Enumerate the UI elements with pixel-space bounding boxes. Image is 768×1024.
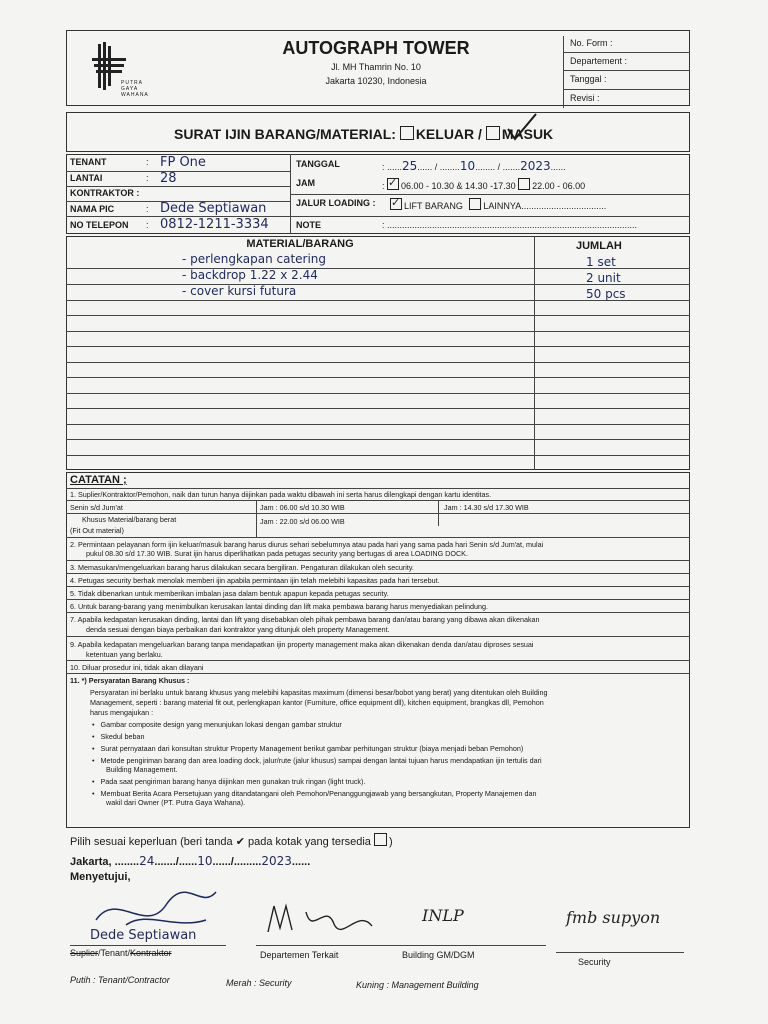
khusus-jam: Jam : 22.00 s/d 06.00 WIB <box>260 517 345 526</box>
note-11-p2: Management, seperti : barang material fit out, perlengkapan kantor (Furniture, office equipment dll), kitchen equipment, brangkas dll, Pemohon <box>90 698 544 707</box>
security-label: Security <box>578 957 611 967</box>
building-title: AUTOGRAPH TOWER <box>282 38 470 58</box>
senin-jam-2: Jam : 14.30 s/d 17.30 WIB <box>444 503 529 512</box>
departemen-label: Departemen Terkait <box>260 950 339 960</box>
keluar-checkbox[interactable] <box>400 126 414 140</box>
signing-date: Jakarta, ........24......./......10....../.........2023...... <box>70 854 311 868</box>
date-label: Tanggal : <box>570 74 607 84</box>
telepon-label: NO TELEPON <box>70 220 129 230</box>
copy-kuning: Kuning : Management Building <box>356 980 479 990</box>
khusus-label-1: Khusus Material/barang berat <box>82 515 177 524</box>
note-2b: pukul 08.30 s/d 17.30 WIB. Surat ijin harus diperlihatkan pada petugas security yang bertugas di area LOADING DOCK. <box>86 549 468 558</box>
requirement-item: • Pada saat pengiriman barang hanya diijinkan men gunakan truk ringan (light truck). <box>92 777 366 786</box>
requirement-item: • Metode pengiriman barang dan area loading dock, jalur/rute (jalur khusus) sampai dengan lantai tujuan harus mendapatkan ijin tertulis dari <box>92 756 542 765</box>
masuk-checkbox[interactable] <box>486 126 500 140</box>
address-line-2: Jakarta 10230, Indonesia <box>325 76 427 86</box>
catatan-title: CATATAN ; <box>70 474 127 486</box>
requirement-item-4b: Building Management. <box>106 765 178 774</box>
sign-date-year[interactable]: 2023 <box>261 854 292 868</box>
note-4: 4. Petugas security berhak menolak memberi ijin apabila permintaan ijin telah melebihi kapasitas pada hari tersebut. <box>70 576 440 585</box>
lift-barang-checkbox[interactable] <box>390 198 402 210</box>
note-9a: 9. Apabila kedapatan mengeluarkan barang tanpa mendapatkan ijin property management maka akan dikenakan denda dan/atau diproses sesuai <box>70 640 534 649</box>
sign-date-day[interactable]: 24 <box>139 854 155 868</box>
requirement-item: • Surat pernyataan dari konsultan struktur Property Management berikut gambar perhitungan struktur (biaya menjadi beban Pemohon) <box>92 744 524 753</box>
lainnya-label: LAINNYA <box>483 201 522 211</box>
logo-wordmark: PUTRA GAYA WAHANA <box>121 80 149 98</box>
lainnya-checkbox[interactable] <box>469 198 481 210</box>
note-label: NOTE <box>296 220 322 230</box>
note-field[interactable]: : .................................................................................................... <box>382 220 638 230</box>
material-row-2-item[interactable]: - backdrop 1.22 x 2.44 <box>182 268 318 282</box>
copy-merah: Merah : Security <box>226 978 292 988</box>
sample-checkbox <box>374 833 387 846</box>
material-row-2-qty[interactable]: 2 unit <box>586 271 621 285</box>
tanggal-field: : ......25...... / ........10........ / .......2023...... <box>382 159 566 173</box>
pic-value[interactable]: Dede Septiawan <box>160 201 267 216</box>
building-signature: INLP <box>422 906 464 925</box>
department-signature-icon <box>262 892 392 944</box>
jam-option2-label: 22.00 - 06.00 <box>532 181 586 191</box>
tenant-value[interactable]: FP One <box>160 155 206 170</box>
note-1: 1. Suplier/Kontraktor/Pemohon, naik dan turun hanya diijinkan pada waktu dibawah ini serta harus dilengkapi dengan kartu identitas. <box>70 490 492 499</box>
lantai-label: LANTAI <box>70 173 103 183</box>
material-row-1-qty[interactable]: 1 set <box>586 255 616 269</box>
note-11-p1: Persyaratan ini berlaku untuk barang khusus yang melebihi kapasitas maximum (dimensi besar/bobot yang berat) yang ditentukan oleh Building <box>90 688 548 697</box>
permit-form: PUTRA GAYA WAHANA AUTOGRAPH TOWER Jl. MH Thamrin No. 10 Jakarta 10230, Indonesia No. Form : Departement : Tanggal : Revisi : SURAT IJIN BARANG/MATERIAL: KELUAR / MASUK TENANT : FP One LANTAI : 28 KONTRAKTOR : NAMA PIC : Dede Septiawan NO TELEPON : 0812-1211-3334 TANGGAL : ......25...... / ........10........ / .......2023...... JAM : ✓06.00 - 10.30 & 14.30 -17.30 22.00 - 06.00 JALUR LOADING : ✓ LIFT BARANG LAINNYA.................................. NOTE : .................................................................................................... MATERIAL/BARANG JUMLAH - perlengkapan catering 1 set - backdrop 1.22 x 2.44 2 unit - cover kursi futura 50 pcs CATATAN ; 1. Suplier/Kontraktor/Pemohon, naik dan turun hanya diijinkan pada waktu dibawah ini serta harus dilengkapi dengan kartu identitas. Senin s/d Jum'at Jam : 06.00 s/d 10.30 WIB Jam : 14.30 s/d 17.30 WIB Khusus Material/barang berat Jam : 22.00 s/d 06.00 WIB (Fit Out material) 2. Permintaan pelayanan form ijin keluar/masuk barang harus diurus sehari sebelumnya atau pada hari yang sama pada hari Senin s/d Jum'at, mulai pukul 08.30 s/d 17.30 WIB. Surat ijin harus diperlihatkan pada petugas security yang bertugas di area LOADING DOCK. 3. Memasukan/mengeluarkan barang harus dilakukan secara bergiliran. Pengaturan dilakukan oleh security. 4. Petugas security berhak menolak memberi ijin apabila permintaan ijin telah melebihi kapasitas pada hari tersebut. 5. Tidak dibenarkan untuk memberikan imbalan jasa dalam bentuk apapun kepada petugas security. 6. Untuk barang-barang yang menimbulkan kerusakan lantai dinding dan lift maka pembawa barang harus menyediakan pelindung. 7. Apabila kedapatan kerusakan dinding, lantai dan lift yang disebabkan oleh pihak pembawa barang dan/atau barang yang dibawa akan dikenakan denda sesuai dengan biaya perbaikan dari kontraktor yang ditunjuk oleh property Management. 9. Apabila kedapatan mengeluarkan barang tanpa mendapatkan ijin property management maka akan dikenakan denda dan/atau diproses sesuai ketentuan yang berlaku. 10. Diluar prosedur ini, tidak akan dilayani 11. *) Persyaratan Barang Khusus : Persyaratan ini berlaku untuk barang khusus yang melebihi kapasitas maximum (dimensi besar/bobot yang berat) yang ditentukan oleh Building Management, seperti : barang material fit out, perlengkapan kantor (Furniture, office equipment dll), kitchen equipment, brangkas dll, Pemohon harus mengajukan : • Gambar composite design yang menunjukan lokasi dengan gambar struktur • Skedul beban • Surat pernyataan dari konsultan struktur Property Management berikut gambar perhitungan struktur (biaya menjadi beban Pemohon) • Metode pengiriman barang dan area loading dock, jalur/rute (jalur khusus) sampai dengan lantai tujuan harus mendapatkan ijin tertulis dari Building Management. • Pada saat pengiriman barang hanya diijinkan men gunakan truk ringan (light truck). • Membuat Berita Acara Persetujuan yang ditandatangani oleh Pemohon/Penanggungjawab yang bersangkutan, Property Manajemen dan wakil dari Owner (PT. Putra Gaya Wahana). Pilih sesuai keperluan (beri tanda ✔ pada kotak yang tersedia ) Jakarta, ........24......./......10....../.........2023...... Menyetujui, Dede Septiawan Suplier/Tenant/Kontraktor Departemen Terkait INLP Building GM/DGM fmb supyon Security Putih : Tenant/Contractor Merah : Security Kuning : Management Building <box>66 30 690 1020</box>
note-7b: denda sesuai dengan biaya perbaikan dari kontraktor yang ditunjuk oleh property Management. <box>86 625 390 634</box>
masuk-label: MASUK <box>501 126 554 142</box>
lantai-value[interactable]: 28 <box>160 171 177 186</box>
jam-field: : ✓06.00 - 10.30 & 14.30 -17.30 22.00 - 06.00 <box>382 178 585 191</box>
department-label: Departement : <box>570 56 628 66</box>
jam-label: JAM <box>296 178 316 188</box>
jumlah-column-header: JUMLAH <box>576 240 622 252</box>
tanggal-month[interactable]: 10 <box>459 159 476 173</box>
requirement-item: • Membuat Berita Acara Persetujuan yang ditandatangani oleh Pemohon/Penanggungjawab yang bersangkutan, Property Manajemen dan <box>92 789 537 798</box>
note-7a: 7. Apabila kedapatan kerusakan dinding, lantai dan lift yang disebabkan oleh pihak pembawa barang dan/atau barang yang dibawa akan dikenakan <box>70 615 540 624</box>
note-11-p3: harus mengajukan : <box>90 708 154 717</box>
keluar-label: KELUAR / <box>415 126 482 142</box>
note-11: 11. *) Persyaratan Barang Khusus : <box>70 676 190 685</box>
applicant-name: Dede Septiawan <box>90 928 197 943</box>
note-3: 3. Memasukan/mengeluarkan barang harus dilakukan secara bergiliran. Pengaturan dilakukan oleh security. <box>70 563 414 572</box>
form-title-prefix: SURAT IJIN BARANG/MATERIAL: <box>174 126 396 142</box>
note-5: 5. Tidak dibenarkan untuk memberikan imbalan jasa dalam bentuk apapun kepada petugas security. <box>70 589 389 598</box>
requirements-list <box>92 720 688 807</box>
kontraktor-label: KONTRAKTOR : <box>70 188 140 198</box>
jam-option2-checkbox[interactable] <box>518 178 530 190</box>
jalur-field: ✓ LIFT BARANG LAINNYA.................................. <box>390 198 606 211</box>
material-column-header: MATERIAL/BARANG <box>246 238 354 250</box>
senin-label: Senin s/d Jum'at <box>70 503 123 512</box>
telepon-value[interactable]: 0812-1211-3334 <box>160 217 269 232</box>
revision-label: Revisi : <box>570 93 600 103</box>
material-row-1-item[interactable]: - perlengkapan catering <box>182 252 327 266</box>
jalur-label: JALUR LOADING : <box>296 198 376 208</box>
checkmark-icon: ✔ <box>235 836 245 848</box>
copy-putih: Putih : Tenant/Contractor <box>70 975 170 985</box>
sign-date-month[interactable]: 10 <box>197 854 213 868</box>
requirement-item-6b: wakil dari Owner (PT. Putra Gaya Wahana). <box>106 798 246 807</box>
material-row-3-item[interactable]: - cover kursi futura <box>182 284 297 298</box>
jam-option1-label: 06.00 - 10.30 & 14.30 -17.30 <box>401 181 516 191</box>
senin-jam-1: Jam : 06.00 s/d 10.30 WIB <box>260 503 345 512</box>
pic-label: NAMA PIC <box>70 204 115 214</box>
note-6: 6. Untuk barang-barang yang menimbulkan kerusakan lantai dinding dan lift maka pembawa barang harus menyediakan pelindung. <box>70 602 488 611</box>
masuk-checkmark-icon <box>504 112 538 142</box>
tenant-label: TENANT <box>70 157 107 167</box>
tanggal-year[interactable]: 2023 <box>520 159 551 173</box>
address-line-1: Jl. MH Thamrin No. 10 <box>331 62 421 72</box>
tanggal-label: TANGGAL <box>296 159 340 169</box>
lift-barang-label: LIFT BARANG <box>404 201 463 211</box>
khusus-label-2: (Fit Out material) <box>70 526 124 535</box>
pilih-instruction: Pilih sesuai keperluan (beri tanda ✔ pada kotak yang tersedia ) <box>70 833 393 848</box>
tanggal-day[interactable]: 25 <box>402 159 418 173</box>
form-number-label: No. Form : <box>570 38 613 48</box>
material-row-3-qty[interactable]: 50 pcs <box>586 287 626 301</box>
note-2a: 2. Permintaan pelayanan form ijin keluar/masuk barang harus diurus sehari sebelumnya atau pada hari yang sama pada hari Senin s/d Jum'at, mulai <box>70 540 544 549</box>
note-10: 10. Diluar prosedur ini, tidak akan dilayani <box>70 663 204 672</box>
building-gm-label: Building GM/DGM <box>402 950 475 960</box>
form-title <box>174 126 553 142</box>
menyetujui-label: Menyetujui, <box>70 871 131 883</box>
note-9b: ketentuan yang berlaku. <box>86 650 163 659</box>
security-signature: fmb supyon <box>566 908 661 927</box>
jam-option1-checkbox[interactable] <box>387 178 399 190</box>
requirement-item: • Gambar composite design yang menunjukan lokasi dengan gambar struktur <box>92 720 342 729</box>
applicant-role: Suplier/Tenant/Kontraktor <box>70 948 172 958</box>
requirement-item: • Skedul beban <box>92 732 145 741</box>
